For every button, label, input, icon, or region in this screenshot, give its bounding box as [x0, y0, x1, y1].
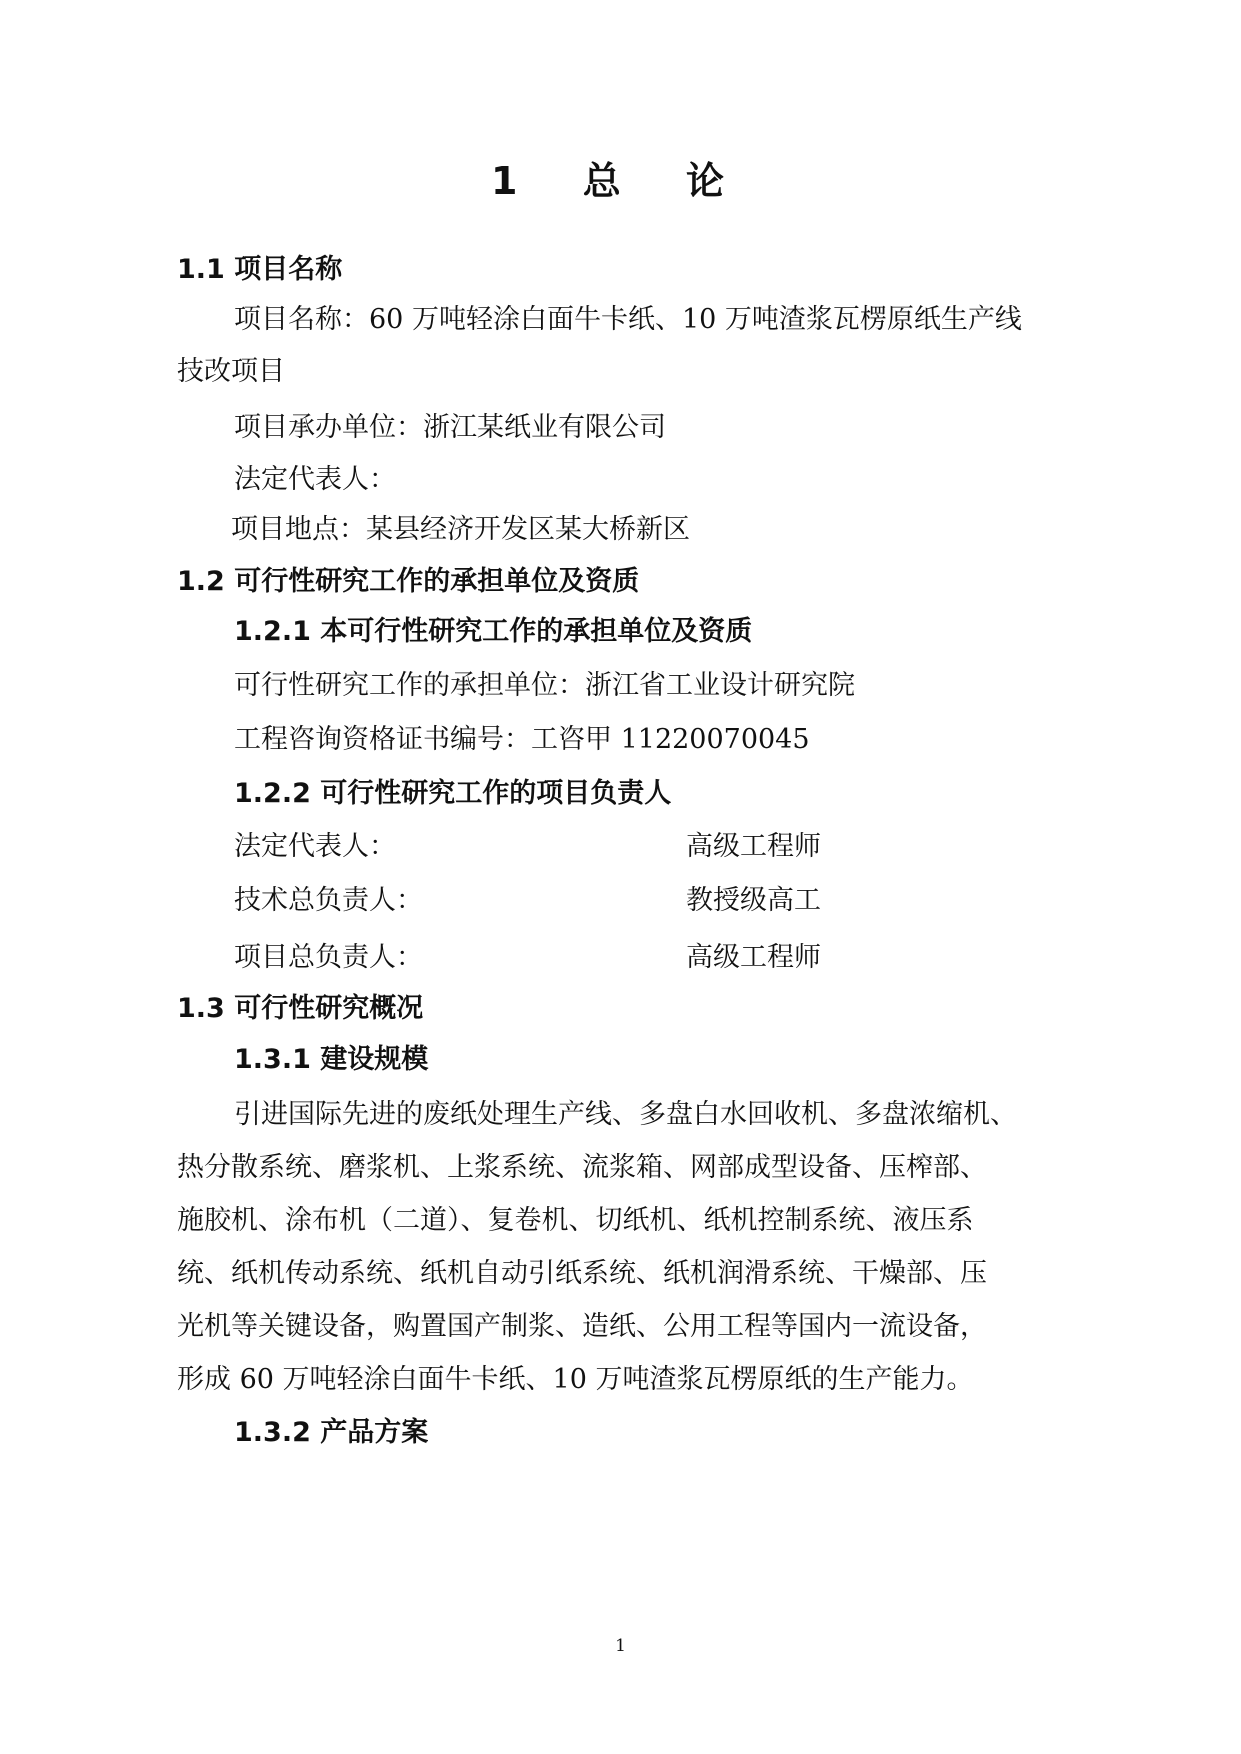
responsible-row	[234, 881, 1134, 921]
legal-representative: 法定代表人：	[234, 464, 396, 495]
paragraph-line: 热分散系统、磨浆机、上浆系统、流浆箱、网部成型设备、压榨部、	[177, 1152, 987, 1183]
responsible-role: 项目总负责人：	[234, 942, 423, 973]
project-name-line-1: 项目名称：60 万吨轻涂白面牛卡纸、10 万吨渣浆瓦楞原纸生产线	[234, 304, 1022, 335]
paragraph-line: 光机等关键设备，购置国产制浆、造纸、公用工程等国内一流设备，	[177, 1311, 987, 1342]
page-number: 1	[615, 1636, 626, 1656]
subsection-heading-1-3-2: 1.3.2 产品方案	[234, 1417, 429, 1448]
responsible-row	[234, 827, 1134, 867]
subsection-heading-1-2-2: 1.2.2 可行性研究工作的项目负责人	[234, 778, 672, 809]
section-heading-1-1: 1.1 项目名称	[177, 254, 343, 285]
chapter-title: 1 总 论	[491, 159, 750, 203]
project-unit: 项目承办单位：浙江某纸业有限公司	[234, 412, 666, 443]
responsible-title: 高级工程师	[686, 942, 821, 973]
section-heading-1-2: 1.2 可行性研究工作的承担单位及资质	[177, 566, 640, 597]
project-location: 项目地点：某县经济开发区某大桥新区	[231, 514, 690, 545]
paragraph-line: 引进国际先进的废纸处理生产线、多盘白水回收机、多盘浓缩机、	[234, 1099, 1017, 1130]
project-name-line-2: 技改项目	[177, 356, 285, 387]
paragraph-line: 形成 60 万吨轻涂白面牛卡纸、10 万吨渣浆瓦楞原纸的生产能力。	[177, 1364, 974, 1395]
research-unit: 可行性研究工作的承担单位：浙江省工业设计研究院	[234, 670, 855, 701]
responsible-row	[234, 938, 1134, 978]
section-heading-1-3: 1.3 可行性研究概况	[177, 993, 424, 1024]
responsible-role: 法定代表人：	[234, 831, 396, 862]
responsible-role: 技术总负责人：	[234, 885, 423, 916]
responsible-title: 高级工程师	[686, 831, 821, 862]
paragraph-line: 统、纸机传动系统、纸机自动引纸系统、纸机润滑系统、干燥部、压	[177, 1258, 987, 1289]
subsection-heading-1-3-1: 1.3.1 建设规模	[234, 1044, 429, 1075]
certificate-number: 工程咨询资格证书编号：工咨甲 11220070045	[234, 724, 810, 755]
paragraph-line: 施胶机、涂布机（二道）、复卷机、切纸机、纸机控制系统、液压系	[177, 1205, 974, 1236]
responsible-title: 教授级高工	[686, 885, 821, 916]
subsection-heading-1-2-1: 1.2.1 本可行性研究工作的承担单位及资质	[234, 616, 753, 647]
